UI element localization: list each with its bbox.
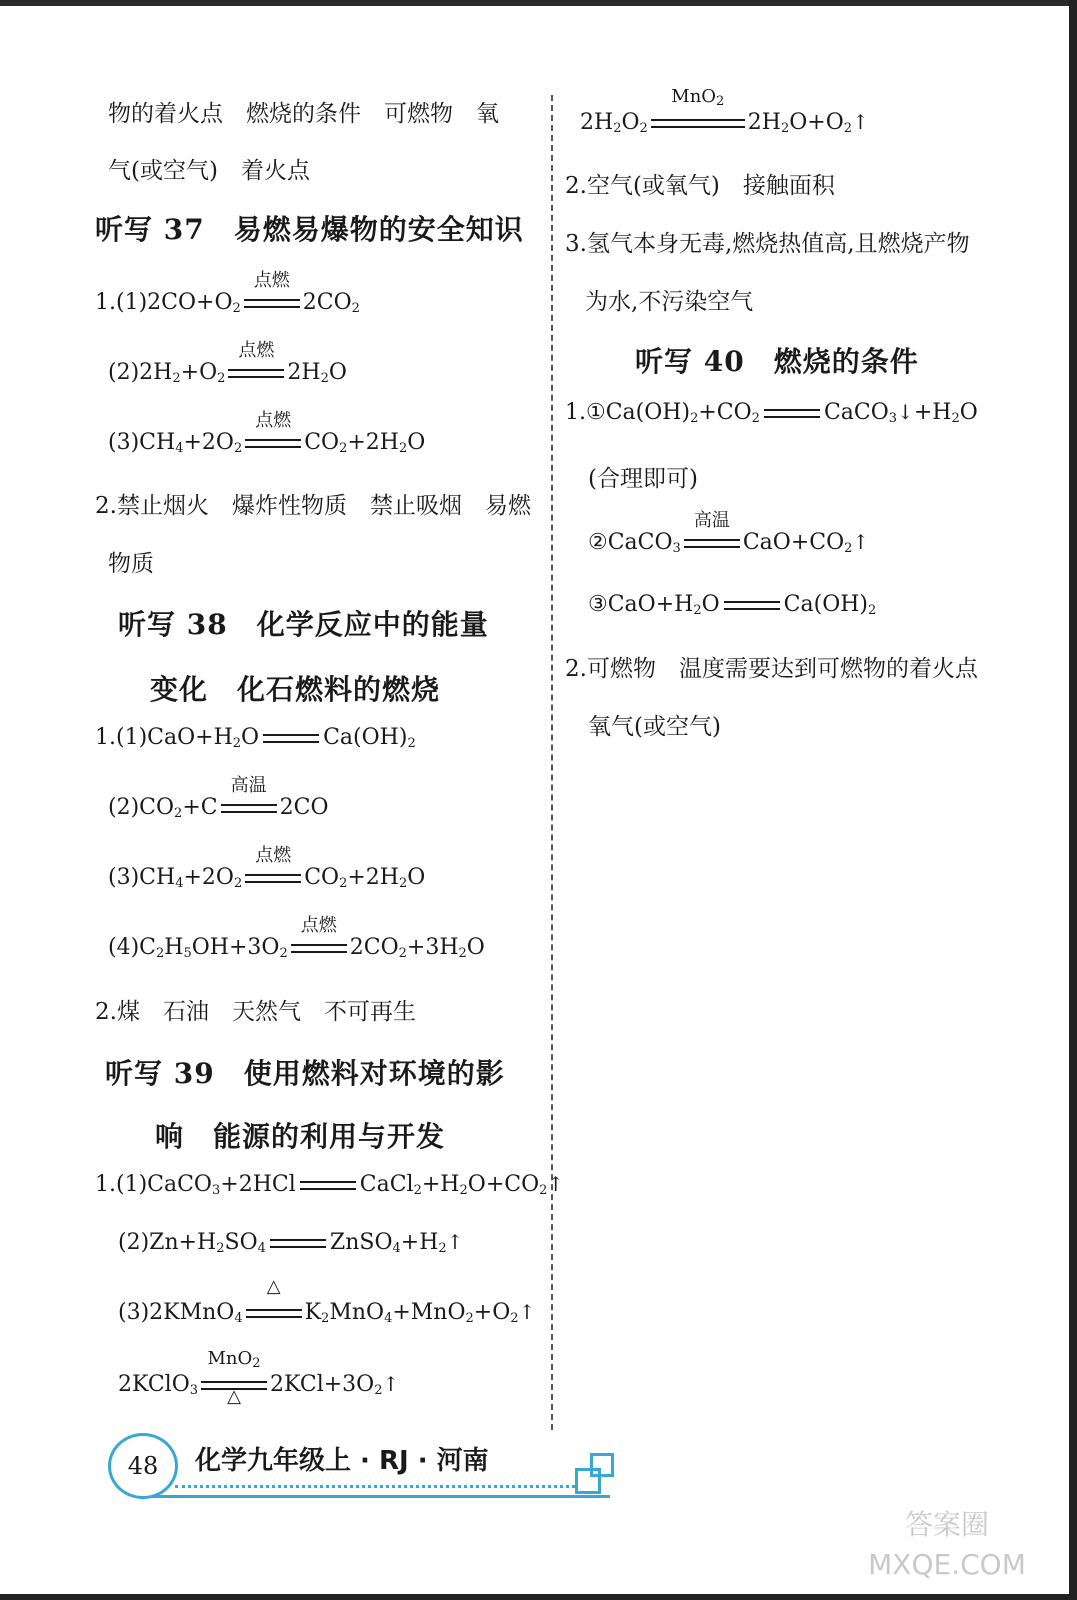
equation: $(2)2H_2+O_2$ 点燃 $2H_2O$	[108, 340, 347, 386]
text-line: 2.煤 石油 天然气 不可再生	[95, 999, 416, 1025]
section-heading-39-cont: 响 能源的利用与开发	[155, 1120, 446, 1153]
footer-title: 化学九年级上 · RJ · 河南	[195, 1446, 489, 1476]
page-number: 48	[108, 1433, 178, 1499]
text-line: 物质	[108, 551, 154, 577]
equation: $1.(1)CaO+H_2O$ $Ca(OH)_2$	[95, 725, 416, 751]
equation: ②CaCO$_3$ 高温 $CaO+CO_2↑$	[588, 510, 870, 556]
equation: 2KClO$_3$ MnO$_2$ △ $2KCl+3O_2↑$	[118, 1348, 400, 1407]
footer-dotted-rule	[175, 1485, 575, 1488]
column-divider	[551, 95, 553, 1430]
equation: $(2)Zn+H_2SO_4$ $ZnSO_4+H_2↑$	[118, 1230, 464, 1256]
section-heading-40: 听写 40 燃烧的条件	[635, 345, 919, 378]
text-line: 3.氢气本身无毒,燃烧热值高,且燃烧产物	[565, 231, 970, 257]
equation: 1.(1)CaCO$_3$+2HCl $CaCl_2+H_2O+CO_2↑$	[95, 1172, 565, 1198]
right-border	[1069, 0, 1077, 1600]
footer-rule	[140, 1495, 610, 1498]
text-line: (合理即可)	[588, 466, 698, 492]
equation: $2H_2O_2$ MnO$_2$ $2H_2O+O_2↑$	[580, 86, 869, 136]
section-heading-38-cont: 变化 化石燃料的燃烧	[150, 673, 441, 706]
section-heading-38: 听写 38 化学反应中的能量	[118, 608, 489, 641]
text-line: 2.空气(或氧气) 接触面积	[565, 173, 835, 199]
text-line: 氧气(或空气)	[588, 714, 721, 740]
top-border	[0, 0, 1077, 6]
equation: (3)2KMnO$_4$ △ $K_2MnO_4+MnO_2+O_2↑$	[118, 1276, 536, 1326]
section-heading-37: 听写 37 易燃易爆物的安全知识	[95, 213, 524, 246]
text-line: 气(或空气) 着火点	[108, 158, 310, 184]
equation: $(3)CH_4+2O_2$ 点燃 $CO_2+2H_2O$	[108, 845, 426, 891]
equation: $(4)C_2H_5OH+3O_2$ 点燃 $2CO_2+3H_2O$	[108, 915, 485, 961]
equation: $(2)CO_2+C$ 高温 2CO	[108, 775, 329, 821]
equation: $(3)CH_4+2O_2$ 点燃 $CO_2+2H_2O$	[108, 410, 426, 456]
text-line: 2.可燃物 温度需要达到可燃物的着火点	[565, 656, 978, 682]
watermark: 答案圈 MXQE.COM	[868, 1508, 1026, 1581]
footer-decoration	[590, 1453, 614, 1477]
bottom-border	[0, 1594, 1077, 1600]
equation: $1.(1)2CO+O_2$ 点燃 $2CO_2$	[95, 270, 360, 316]
section-heading-39: 听写 39 使用燃料对环境的影	[105, 1057, 505, 1090]
text-line: 物的着火点 燃烧的条件 可燃物 氧	[108, 101, 499, 127]
equation: $1.①Ca(OH)_2+CO_2$ $CaCO_3↓+H_2O$	[565, 400, 978, 426]
text-line: 为水,不污染空气	[585, 289, 754, 315]
text-line: 2.禁止烟火 爆炸性物质 禁止吸烟 易燃	[95, 493, 531, 519]
equation: $③CaO+H_2O$ $Ca(OH)_2$	[588, 592, 877, 618]
